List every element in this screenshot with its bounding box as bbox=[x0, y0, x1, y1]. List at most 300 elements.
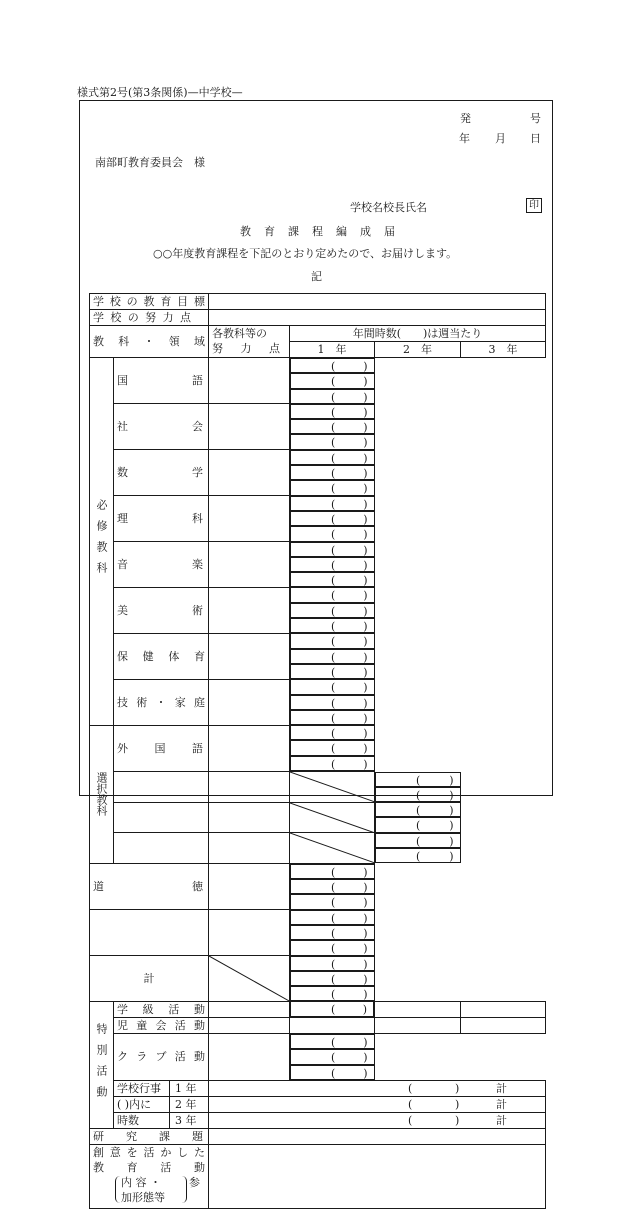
seal-mark: 印 bbox=[526, 198, 542, 213]
school-event-cell bbox=[114, 1096, 209, 1112]
paren-close: ) bbox=[363, 711, 368, 725]
grade-2-hours[interactable] bbox=[375, 833, 461, 848]
paren-open: ( bbox=[331, 711, 336, 725]
school-effort-value bbox=[209, 310, 546, 326]
paren-open: ( bbox=[331, 1066, 336, 1080]
effort-point-cell[interactable] bbox=[209, 772, 290, 803]
effort-point-cell[interactable] bbox=[209, 633, 290, 679]
school-event-total: 計 bbox=[496, 1081, 507, 1095]
research-label-char: 研 bbox=[93, 1129, 104, 1143]
paren-open: ( bbox=[416, 788, 421, 802]
creative-line3: 内 容 ・ bbox=[121, 1175, 161, 1189]
paren-open: ( bbox=[331, 451, 336, 465]
goal-char: の bbox=[126, 295, 138, 308]
effort-point-cell[interactable] bbox=[209, 802, 290, 833]
research-value[interactable] bbox=[209, 1128, 546, 1144]
creative-char: 教 bbox=[93, 1160, 104, 1174]
total-label: 計 bbox=[90, 956, 209, 1002]
paren-close: ) bbox=[363, 896, 368, 910]
paren-open: ( bbox=[331, 1003, 336, 1017]
paren-open: ( bbox=[416, 819, 421, 833]
paren-open: ( bbox=[331, 528, 336, 542]
special-activity-name-char: 動 bbox=[194, 1050, 205, 1064]
grade-1-hours[interactable] bbox=[290, 404, 375, 419]
special-activity-name-char: ブ bbox=[155, 1050, 167, 1064]
creative-char: 活 bbox=[143, 1145, 155, 1159]
paren-open: ( bbox=[331, 1035, 336, 1049]
paren-open: ( bbox=[331, 635, 336, 649]
grade-2-hours[interactable] bbox=[375, 802, 461, 817]
paren-close: ) bbox=[363, 926, 368, 940]
diagonal-line bbox=[290, 772, 374, 802]
creative-char: し bbox=[177, 1145, 189, 1159]
grade-1-hours[interactable] bbox=[290, 587, 375, 602]
grade-1-hours[interactable] bbox=[290, 864, 375, 879]
paren-close: ) bbox=[363, 988, 368, 1002]
paren-close: ) bbox=[363, 620, 368, 634]
subject-name bbox=[114, 633, 209, 679]
curriculum-table bbox=[89, 293, 546, 1209]
effort-point-cell[interactable] bbox=[209, 1001, 290, 1017]
paren-open: ( bbox=[331, 497, 336, 511]
grade-2-hours[interactable] bbox=[290, 649, 375, 664]
required-subject-row bbox=[90, 496, 546, 542]
paren-open: ( bbox=[331, 926, 336, 940]
grade-3-hours[interactable] bbox=[290, 526, 375, 541]
paren-open: ( bbox=[331, 896, 336, 910]
grade-1-hours[interactable] bbox=[290, 725, 375, 740]
goal-char: 教 bbox=[143, 295, 155, 308]
kaku-line2 bbox=[212, 341, 286, 356]
ki-label: 記 bbox=[311, 270, 322, 283]
kyoka-char: 領 bbox=[168, 335, 180, 348]
paren-open: ( bbox=[408, 1081, 413, 1095]
paren-close: ) bbox=[455, 1113, 460, 1127]
paren-open: ( bbox=[331, 405, 336, 419]
grade-3-hours[interactable] bbox=[290, 480, 375, 495]
foreign-language-char: 国 bbox=[154, 741, 166, 755]
subject-name-char: 会 bbox=[192, 420, 203, 434]
creative-value[interactable] bbox=[209, 1144, 546, 1208]
subject-name-char: 庭 bbox=[194, 695, 205, 709]
school-goal-header bbox=[90, 294, 209, 310]
paren-close: ) bbox=[363, 972, 368, 986]
kaku-line1: 各教科等の bbox=[212, 327, 267, 340]
elective-subject-row bbox=[90, 802, 546, 833]
paren-open: ( bbox=[416, 834, 421, 848]
grade-2-hours[interactable] bbox=[375, 1001, 461, 1017]
creative-char: 創 bbox=[93, 1145, 104, 1159]
subject-name-char: 音 bbox=[117, 558, 128, 571]
diagonal-line bbox=[209, 956, 289, 1001]
paren-close: ) bbox=[449, 788, 454, 802]
dotoku-row bbox=[90, 863, 546, 909]
creative-row bbox=[90, 1144, 546, 1208]
paren-close: ) bbox=[363, 742, 368, 756]
grade-1-diagonal bbox=[290, 802, 375, 833]
creative-line4: 加形態等 bbox=[121, 1190, 165, 1204]
paren-open: ( bbox=[416, 804, 421, 818]
subject-name bbox=[114, 542, 209, 588]
paren-open: ( bbox=[331, 574, 336, 588]
paren-close: ) bbox=[363, 957, 368, 971]
tokubetsu-label: 特別活動 bbox=[90, 1001, 114, 1128]
foreign-language bbox=[114, 725, 209, 771]
paren-close: ) bbox=[363, 528, 368, 542]
effort-point-cell[interactable] bbox=[209, 833, 290, 864]
paren-close: ) bbox=[363, 360, 368, 373]
special-activity-name-char: ク bbox=[117, 1050, 128, 1064]
special-activity-row bbox=[90, 1017, 546, 1033]
school-event-label: 時数 bbox=[114, 1113, 170, 1128]
form-caption: 様式第2号(第3条関係)—中学校— bbox=[77, 86, 243, 99]
grade-2-hours[interactable] bbox=[290, 925, 375, 940]
annual-hours-header: 年間時数( )は週当たり bbox=[290, 326, 546, 342]
special-activity-name-char: 会 bbox=[155, 1018, 167, 1032]
effort-point-cell[interactable] bbox=[209, 587, 290, 633]
paren-close: ) bbox=[363, 512, 368, 526]
paren-close: ) bbox=[455, 1081, 460, 1095]
special-activity-row bbox=[90, 1001, 546, 1017]
paren-open: ( bbox=[331, 421, 336, 435]
effort-point-cell[interactable] bbox=[209, 1017, 290, 1033]
grade-1-hours[interactable] bbox=[290, 542, 375, 557]
paren-close: ) bbox=[363, 681, 368, 695]
grade-2-hours[interactable] bbox=[290, 740, 375, 755]
school-event-total: 計 bbox=[496, 1113, 507, 1127]
paren-close: ) bbox=[363, 390, 368, 404]
effort-point-cell[interactable] bbox=[209, 863, 290, 909]
school-event-hours[interactable] bbox=[209, 1112, 546, 1128]
required-subject-row bbox=[90, 587, 546, 633]
dotoku-label-char: 徳 bbox=[192, 879, 203, 893]
grade-3-hours[interactable] bbox=[290, 986, 375, 1001]
diagonal-line bbox=[290, 833, 374, 863]
paren-close: ) bbox=[363, 589, 368, 603]
research-label-char: 課 bbox=[159, 1129, 170, 1143]
school-event-label: ( )内に bbox=[114, 1097, 170, 1112]
paren-open: ( bbox=[331, 865, 336, 879]
subject-name-char: 理 bbox=[117, 512, 128, 526]
effort-char: 学 bbox=[93, 311, 104, 324]
school-event-grade: 2 年 bbox=[175, 1097, 197, 1111]
elective-subject-name[interactable] bbox=[114, 833, 209, 864]
paren-open: ( bbox=[331, 742, 336, 756]
subject-name-char: 技 bbox=[117, 695, 128, 709]
special-activity-name-char: 級 bbox=[142, 1002, 154, 1016]
paren-open: ( bbox=[408, 1113, 413, 1127]
required-subject-row bbox=[90, 404, 546, 450]
research-label-char: 題 bbox=[192, 1129, 203, 1143]
special-activity-name-char: 動 bbox=[194, 1018, 205, 1032]
grade-2-hours[interactable] bbox=[290, 971, 375, 986]
paren-open: ( bbox=[408, 1097, 413, 1111]
paren-open: ( bbox=[416, 773, 421, 787]
grade-3-hours[interactable] bbox=[290, 434, 375, 449]
goal-char: 学 bbox=[93, 295, 104, 308]
grade-1-hours[interactable] bbox=[290, 450, 375, 465]
paren-close: ) bbox=[363, 665, 368, 679]
subject-name-char: 語 bbox=[192, 374, 203, 388]
creative-label bbox=[90, 1144, 209, 1208]
grade-3-hours[interactable] bbox=[290, 1065, 375, 1080]
grade-1-hours[interactable] bbox=[290, 679, 375, 694]
grade-1-hours[interactable] bbox=[290, 1017, 375, 1033]
paren-close: ) bbox=[363, 497, 368, 511]
effort-point-cell[interactable] bbox=[209, 542, 290, 588]
total-row bbox=[90, 956, 546, 1002]
school-event-grade: 1 年 bbox=[175, 1081, 197, 1095]
school-event-row bbox=[90, 1096, 546, 1112]
kaku-char: 努 bbox=[212, 342, 223, 355]
kyoka-char: ・ bbox=[143, 335, 155, 348]
year-label: 年 bbox=[459, 132, 470, 145]
subject-name-char: 美 bbox=[117, 603, 128, 617]
grade-1-hours[interactable] bbox=[290, 358, 375, 373]
school-event-grade: 3 年 bbox=[175, 1113, 197, 1127]
kyoka-char: 教 bbox=[93, 335, 104, 348]
paren-close: ) bbox=[363, 1066, 368, 1080]
paren-close: ) bbox=[363, 635, 368, 649]
foreign-language-char: 外 bbox=[117, 741, 128, 755]
paren-open: ( bbox=[331, 988, 336, 1002]
grade-1-hours[interactable] bbox=[290, 1034, 375, 1049]
paren-close: ) bbox=[363, 911, 368, 925]
kaku-char: 点 bbox=[269, 342, 280, 355]
goal-char: 目 bbox=[177, 295, 189, 308]
paren-open: ( bbox=[331, 757, 336, 771]
grade-2-hours[interactable] bbox=[375, 1017, 461, 1033]
subject-name-char: 育 bbox=[193, 649, 205, 663]
paren-close: ) bbox=[363, 881, 368, 895]
effort-char: 校 bbox=[110, 311, 122, 324]
day-label: 日 bbox=[530, 132, 541, 145]
subject-name bbox=[114, 404, 209, 450]
research-label bbox=[90, 1128, 209, 1144]
grade-1-hours[interactable] bbox=[290, 1001, 374, 1016]
kyoka-char: 科 bbox=[118, 335, 130, 348]
subject-name-char: 数 bbox=[117, 466, 128, 480]
school-goal-chars bbox=[93, 294, 205, 309]
grade-2-hours[interactable] bbox=[290, 419, 375, 434]
grade-1-header: 1 年 bbox=[290, 342, 375, 358]
effort-char: の bbox=[127, 311, 139, 324]
subject-name bbox=[114, 587, 209, 633]
subject-name-char: 保 bbox=[117, 649, 128, 663]
blank-row bbox=[90, 910, 546, 956]
grade-3-hours[interactable] bbox=[290, 756, 375, 771]
dotoku-label-char: 道 bbox=[93, 879, 104, 893]
number-label: 号 bbox=[530, 112, 541, 125]
paren-close: ) bbox=[363, 1051, 368, 1065]
school-event-hours[interactable] bbox=[209, 1080, 546, 1096]
goal-char: 校 bbox=[109, 295, 121, 308]
kyoka-char: 域 bbox=[194, 335, 205, 348]
paren-open: ( bbox=[331, 436, 336, 450]
paren-close: ) bbox=[363, 757, 368, 771]
dotoku-label bbox=[90, 863, 209, 909]
paren-open: ( bbox=[331, 1051, 336, 1065]
paren-open: ( bbox=[331, 375, 336, 389]
paren-open: ( bbox=[331, 467, 336, 481]
paren-open: ( bbox=[331, 620, 336, 634]
creative-char: 動 bbox=[193, 1160, 205, 1174]
effort-point-cell[interactable] bbox=[209, 1033, 290, 1080]
subject-name-char: 国 bbox=[117, 374, 128, 388]
paren-open: ( bbox=[331, 881, 336, 895]
grade-1-hours[interactable] bbox=[290, 910, 375, 925]
subject-name-char: 家 bbox=[174, 695, 186, 709]
paren-close: ) bbox=[455, 1097, 460, 1111]
creative-char: 育 bbox=[126, 1160, 138, 1174]
effort-char: 努 bbox=[145, 311, 157, 324]
required-subject-row bbox=[90, 358, 546, 404]
paren-open: ( bbox=[416, 850, 421, 863]
diagonal-line bbox=[290, 803, 374, 833]
grade-3-hours[interactable] bbox=[461, 1017, 546, 1033]
paren-open: ( bbox=[331, 589, 336, 603]
special-activity-name-char: 活 bbox=[174, 1050, 186, 1064]
subject-name-char: 術 bbox=[136, 695, 148, 709]
elective-subject-name[interactable] bbox=[114, 802, 209, 833]
paren-open: ( bbox=[331, 650, 336, 664]
grade-3-hours[interactable] bbox=[290, 664, 375, 679]
grade-3-hours[interactable] bbox=[375, 787, 461, 802]
paren-open: ( bbox=[331, 696, 336, 710]
required-subject-row bbox=[90, 633, 546, 679]
creative-char: 意 bbox=[109, 1145, 121, 1159]
grade-3-hours[interactable] bbox=[290, 710, 375, 725]
grade-3-hours[interactable] bbox=[375, 848, 461, 863]
paren-open: ( bbox=[331, 360, 336, 373]
creative-char: か bbox=[160, 1145, 172, 1159]
effort-point-cell[interactable] bbox=[209, 404, 290, 450]
paren-close: ) bbox=[363, 727, 368, 741]
grade-3-hours[interactable] bbox=[461, 1001, 546, 1017]
elective-subject-name[interactable] bbox=[114, 772, 209, 803]
grade-2-hours[interactable] bbox=[290, 511, 375, 526]
effort-point-cell[interactable] bbox=[209, 910, 290, 956]
creative-sanko: 参 bbox=[189, 1175, 200, 1189]
paren-close: ) bbox=[363, 558, 368, 572]
required-subject-row bbox=[90, 679, 546, 725]
paren-close: ) bbox=[363, 650, 368, 664]
effort-point-cell[interactable] bbox=[209, 450, 290, 496]
grade-1-diagonal bbox=[290, 772, 375, 803]
paren-open: ( bbox=[331, 942, 336, 956]
effort-char: 点 bbox=[179, 311, 191, 324]
kaku-char: 力 bbox=[240, 342, 252, 355]
grade-3-hours[interactable] bbox=[375, 817, 461, 832]
subject-name-char: 社 bbox=[117, 420, 128, 434]
school-event-row bbox=[90, 1080, 546, 1096]
effort-point-cell[interactable] bbox=[209, 496, 290, 542]
paren-close: ) bbox=[363, 696, 368, 710]
paren-close: ) bbox=[363, 467, 368, 481]
grade-2-hours[interactable] bbox=[375, 772, 461, 787]
school-effort-chars bbox=[93, 310, 205, 325]
subject-name-char: 楽 bbox=[192, 558, 203, 571]
effort-point-cell[interactable] bbox=[209, 679, 290, 725]
effort-diagonal bbox=[209, 956, 290, 1002]
paren-open: ( bbox=[331, 911, 336, 925]
effort-point-cell[interactable] bbox=[209, 725, 290, 771]
paren-close: ) bbox=[449, 834, 454, 848]
paren-close: ) bbox=[363, 574, 368, 588]
grade-1-hours[interactable] bbox=[290, 496, 375, 511]
grade-2-hours[interactable] bbox=[290, 465, 375, 480]
grade-1-hours[interactable] bbox=[290, 956, 375, 971]
school-event-total: 計 bbox=[496, 1097, 507, 1111]
creative-note bbox=[93, 1175, 205, 1205]
effort-point-cell[interactable] bbox=[209, 358, 290, 404]
paren-open: ( bbox=[331, 957, 336, 971]
special-activity-name-char: 童 bbox=[136, 1018, 148, 1032]
paren-close: ) bbox=[449, 850, 454, 863]
principal-name-label: 学校名校長氏名 bbox=[350, 201, 427, 214]
issue-label: 発 bbox=[460, 112, 471, 125]
grade-2-hours[interactable] bbox=[290, 373, 375, 388]
grade-2-hours[interactable] bbox=[290, 695, 375, 710]
paren-open: ( bbox=[331, 390, 336, 404]
grade-2-hours[interactable] bbox=[290, 603, 375, 618]
grade-3-hours[interactable] bbox=[290, 894, 375, 909]
addressee: 南部町教育委員会 様 bbox=[95, 156, 205, 169]
paren-close: ) bbox=[363, 375, 368, 389]
grade-2-header: 2 年 bbox=[375, 342, 461, 358]
paren-open: ( bbox=[331, 681, 336, 695]
grade-2-hours[interactable] bbox=[290, 1049, 375, 1064]
statement: ○○年度教育課程を下記のとおり定めたので、お届けします。 bbox=[153, 247, 458, 260]
goal-char: 育 bbox=[160, 295, 172, 308]
effort-char: 力 bbox=[162, 311, 174, 324]
creative-char: た bbox=[193, 1145, 205, 1159]
grade-2-hours[interactable] bbox=[290, 879, 375, 894]
subject-name-char: 健 bbox=[142, 649, 154, 663]
grade-3-hours[interactable] bbox=[290, 618, 375, 633]
elective-subject-row bbox=[90, 833, 546, 864]
grade-1-hours[interactable] bbox=[290, 633, 375, 648]
grade-2-hours[interactable] bbox=[290, 557, 375, 572]
paren-close: ) bbox=[363, 421, 368, 435]
special-activity-name-char: 活 bbox=[174, 1018, 186, 1032]
grade-3-hours[interactable] bbox=[290, 572, 375, 587]
hisshu-label: 必修教科 bbox=[90, 358, 114, 726]
kaku-header bbox=[209, 326, 290, 358]
subject-name-char: ・ bbox=[155, 695, 167, 709]
special-activity-row bbox=[90, 1033, 546, 1080]
subject-name bbox=[114, 496, 209, 542]
goal-char: 標 bbox=[193, 295, 205, 308]
school-event-cell bbox=[114, 1112, 209, 1128]
sentaku-label: 選択教科 bbox=[90, 725, 114, 863]
paren-open: ( bbox=[331, 727, 336, 741]
blank-label[interactable] bbox=[90, 910, 209, 956]
form-title: 教 育 課 程 編 成 届 bbox=[240, 225, 396, 238]
paren-close: ) bbox=[449, 819, 454, 833]
paren-open: ( bbox=[331, 665, 336, 679]
school-event-hours[interactable] bbox=[209, 1096, 546, 1112]
school-event-row bbox=[90, 1112, 546, 1128]
paren-close: ) bbox=[363, 942, 368, 956]
grade-1-diagonal bbox=[290, 833, 375, 864]
paren-open: ( bbox=[331, 543, 336, 557]
grade-3-hours[interactable] bbox=[290, 940, 375, 955]
school-goal-value bbox=[209, 294, 546, 310]
paren-close: ) bbox=[449, 804, 454, 818]
month-label: 月 bbox=[495, 132, 506, 145]
grade-3-hours[interactable] bbox=[290, 389, 375, 404]
